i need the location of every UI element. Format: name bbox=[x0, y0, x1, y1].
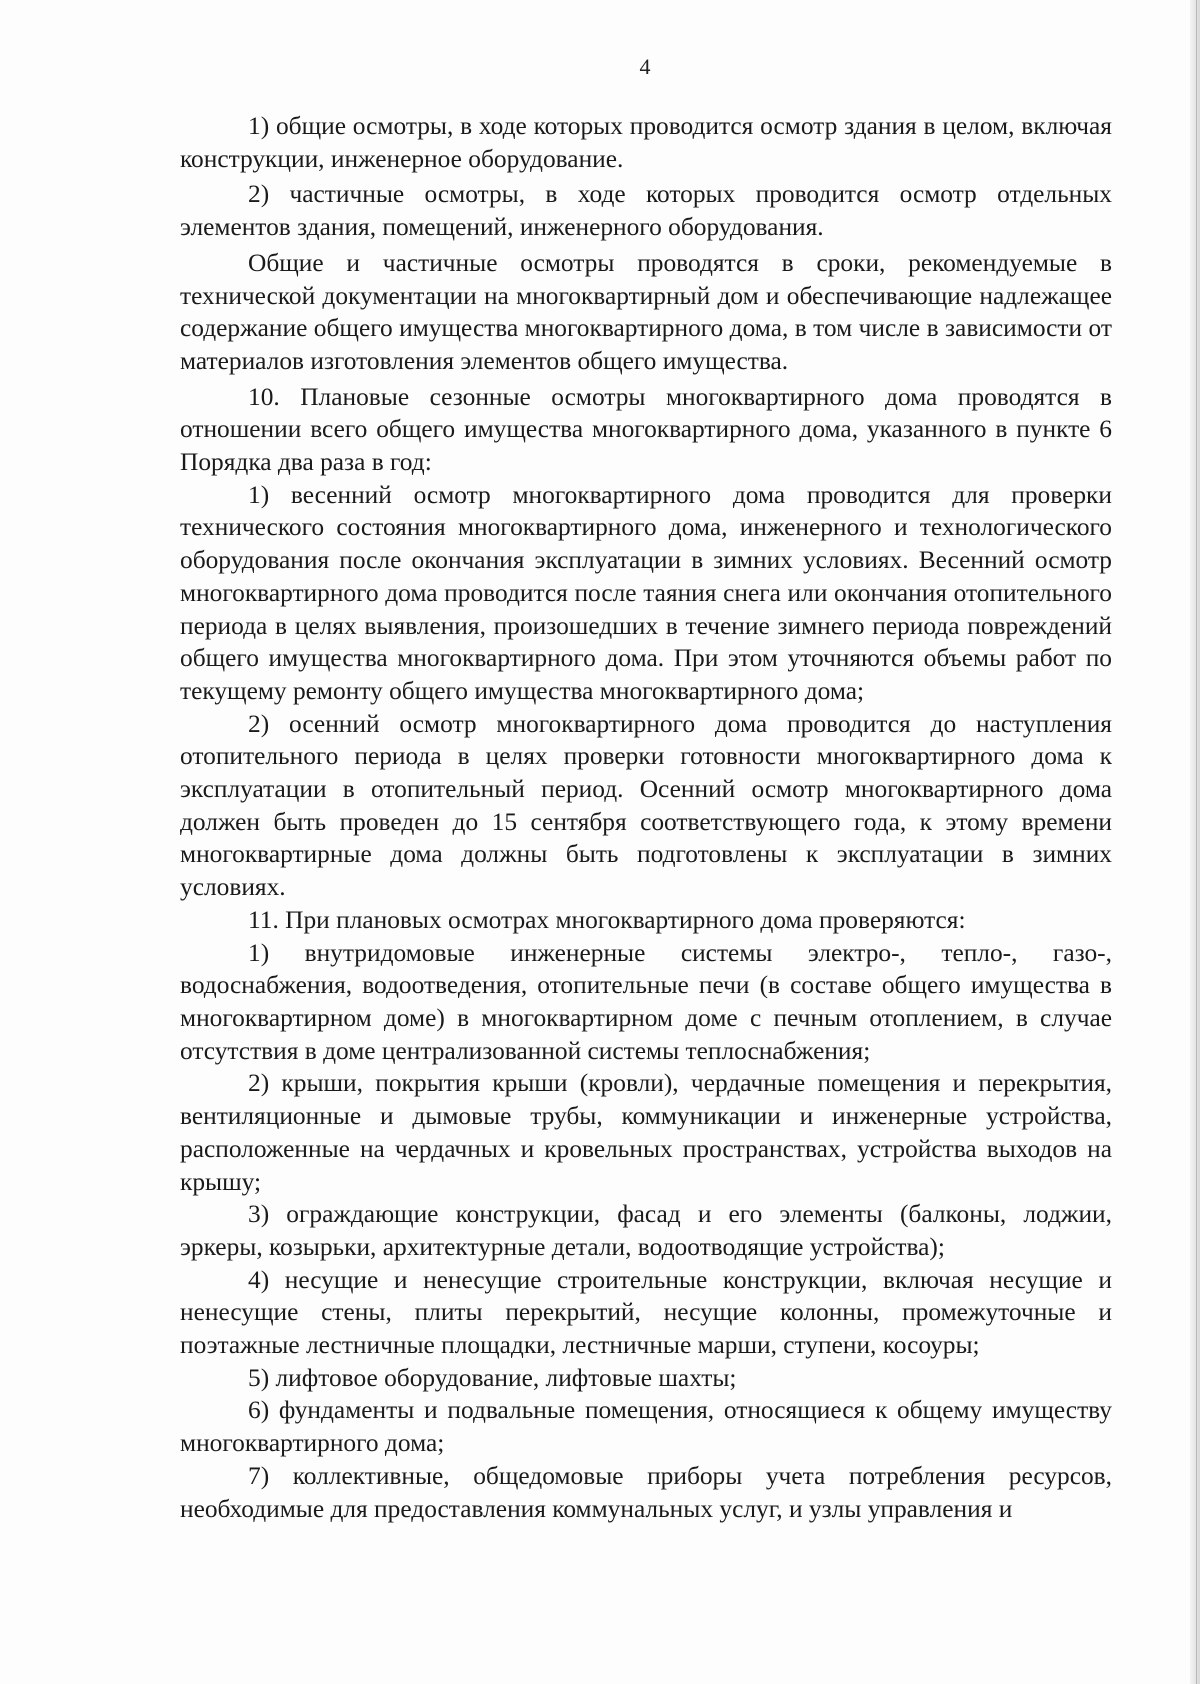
list-item-elevators: 5) лифтовое оборудование, лифтовые шахты; bbox=[248, 1363, 737, 1392]
paragraph-clause-10: 10. Плановые сезонные осмотры многоквартирного дома проводятся в отношении всего общего имущества многоквартирного дома, указанного в пункте 6 Порядка два раза в год: bbox=[180, 382, 1112, 477]
paragraph-spring-inspection: 1) весенний осмотр многоквартирного дома проводится для проверки технического состояния многоквартирного дома, инженерного и технологического оборудования после окончания эксплуатации в зимних условиях. Весенний осмотр многоквартирного дома проводится после таяния снега или окончания отопительного периода в целях выявления, произошедших в течение зимнего периода повреждений общего имущества многоквартирного дома. При этом уточняются объемы работ по текущему ремонту общего имущества многоквартирного дома; bbox=[180, 480, 1112, 705]
list-item-structures: 4) несущие и ненесущие строительные конструкции, включая несущие и ненесущие стены, плиты перекрытий, несущие колонны, промежуточные и поэтажные лестничные площадки, лестничные марши, ступени, косоуры; bbox=[180, 1265, 1112, 1360]
list-item-meters: 7) коллективные, общедомовые приборы учета потребления ресурсов, необходимые для предоставления коммунальных услуг, и узлы управления и bbox=[180, 1461, 1112, 1523]
paragraph-clause-11: 11. При плановых осмотрах многоквартирного дома проверяются: bbox=[248, 905, 966, 934]
list-item-engineering-systems: 1) внутридомовые инженерные системы электро-, тепло-, газо-, водоснабжения, водоотведения, отопительные печи (в составе общего имущества в многоквартирном доме) в многоквартирном доме с печным отоплением, в случае отсутствия в доме централизованной системы теплоснабжения; bbox=[180, 938, 1112, 1065]
paragraph-general-inspections: 1) общие осмотры, в ходе которых проводится осмотр здания в целом, включая конструкции, инженерное оборудование. bbox=[180, 112, 1112, 173]
page-number: 4 bbox=[639, 54, 651, 79]
scan-edge bbox=[1190, 0, 1200, 1684]
list-item-foundations: 6) фундаменты и подвальные помещения, относящиеся к общему имуществу многоквартирного дома; bbox=[180, 1396, 1112, 1458]
paragraph-partial-inspections: 2) частичные осмотры, в ходе которых проводится осмотр отдельных элементов здания, помещений, инженерного оборудования. bbox=[180, 180, 1112, 242]
list-item-roofs: 2) крыши, покрытия крыши (кровли), чердачные помещения и перекрытия, вентиляционные и дымовые трубы, коммуникации и инженерные устройства, расположенные на чердачных и кровельных пространствах, устройства выходов на крышу; bbox=[180, 1069, 1112, 1196]
list-item-facade: 3) ограждающие конструкции, фасад и его элементы (балконы, лоджии, эркеры, козырьки, архитектурные детали, водоотводящие устройства); bbox=[180, 1200, 1112, 1261]
paragraph-inspection-terms: Общие и частичные осмотры проводятся в сроки, рекомендуемые в технической документации на многоквартирный дом и обеспечивающие надлежащее содержание общего имущества многоквартирного дома, в том числе в зависимости от материалов изготовления элементов общего имущества. bbox=[180, 248, 1112, 375]
paragraph-autumn-inspection: 2) осенний осмотр многоквартирного дома проводится до наступления отопительного периода в целях проверки готовности многоквартирного дома к эксплуатации в отопительный период. Осенний осмотр многоквартирного дома должен быть проведен до 15 сентября соответствующего года, к этому времени многоквартирные дома должны быть подготовлены к эксплуатации в зимних условиях. bbox=[180, 709, 1112, 902]
document-body bbox=[180, 110, 1112, 1525]
